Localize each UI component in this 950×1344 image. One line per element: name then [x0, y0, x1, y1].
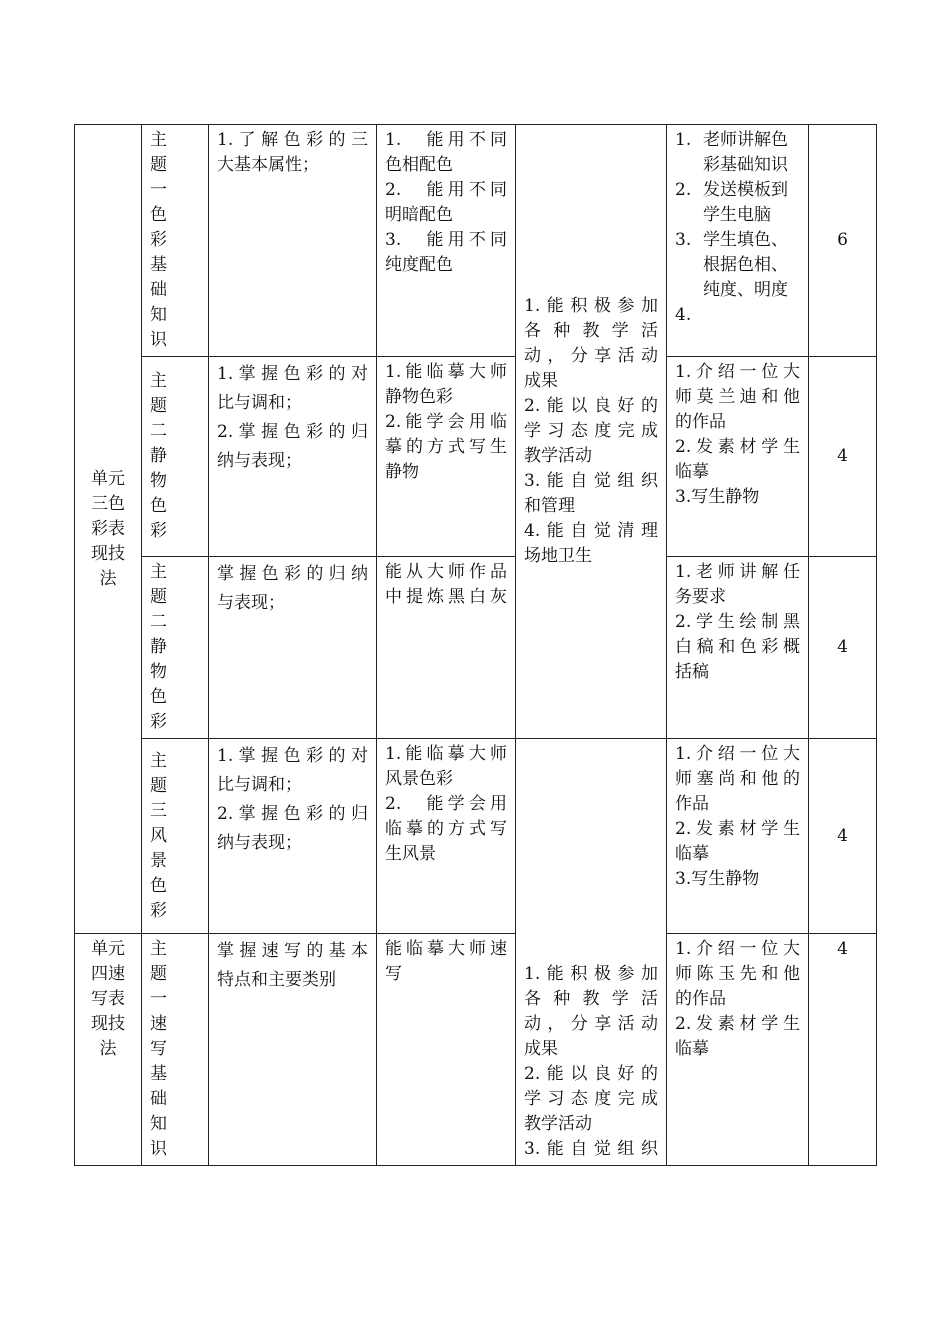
- theme-line: 一 速: [150, 989, 184, 1034]
- knowledge-line: 1.掌握色彩的对: [217, 746, 368, 766]
- theme-line: 景 色: [150, 850, 184, 896]
- skills-line: 写: [385, 964, 402, 984]
- theme-line: 彩 基: [150, 230, 184, 275]
- activities-cell: [667, 739, 809, 934]
- knowledge-line: 1.了解色彩的三: [217, 130, 368, 150]
- theme-line: 三 风: [150, 800, 184, 846]
- literacy-line: 2.能以良好的: [524, 396, 658, 416]
- skills-cell: [377, 357, 516, 557]
- item-number: 4.: [675, 305, 692, 325]
- theme-line: 主 题: [150, 750, 184, 796]
- theme-cell: [142, 934, 209, 1166]
- knowledge-line: 比与调和；: [217, 775, 302, 795]
- theme-line: 识: [150, 1139, 167, 1159]
- theme-line: 础 知: [150, 280, 184, 325]
- knowledge-line: 1.掌握色彩的对: [217, 364, 368, 384]
- knowledge-line: 特点和主要类别: [217, 970, 336, 990]
- literacy-line: 各种教学活: [524, 989, 658, 1009]
- skills-cell: [377, 557, 516, 739]
- literacy-line: 1.能积极参加: [524, 296, 658, 316]
- literacy-line: 成果: [524, 1039, 558, 1059]
- list-item: [675, 178, 800, 228]
- theme-line: 主 题: [150, 562, 184, 607]
- theme-line: 写 基: [150, 1039, 184, 1084]
- theme-line: 彩: [150, 521, 167, 541]
- knowledge-line: 与表现；: [217, 593, 285, 613]
- item-text: 老师讲解色彩基础知识: [703, 130, 788, 175]
- literacy-cell: [516, 739, 667, 1166]
- table-row: [75, 934, 877, 1166]
- activities-cell: [667, 357, 809, 557]
- skills-line: 中提炼黑白灰: [385, 587, 507, 607]
- table-row: [75, 125, 877, 357]
- skills-line: 生风景: [385, 844, 436, 864]
- knowledge-cell: [209, 357, 377, 557]
- activity-line: 师塞尚和他的: [675, 769, 800, 789]
- activity-line: 1.老师讲解任: [675, 562, 800, 582]
- skills-line: 明暗配色: [385, 205, 453, 225]
- skills-line: 临摹的方式写: [385, 819, 507, 839]
- item-number: 3.: [675, 230, 692, 250]
- activity-line: 的作品: [675, 989, 726, 1009]
- skills-line: 2. 能学会用: [385, 794, 507, 814]
- skills-line: 2. 能用不同: [385, 180, 507, 200]
- literacy-line: 动，分享活动: [524, 346, 658, 366]
- table-row: [75, 557, 877, 739]
- knowledge-cell: [209, 934, 377, 1166]
- skills-line: 纯度配色: [385, 255, 453, 275]
- activity-line: 作品: [675, 794, 709, 814]
- activity-line: 临摹: [675, 1039, 709, 1059]
- hours-cell: 4: [809, 934, 877, 1166]
- theme-line: 主 题: [150, 939, 184, 984]
- list-item: [675, 303, 800, 328]
- knowledge-cell: [209, 739, 377, 934]
- literacy-line: 和管理: [524, 496, 575, 516]
- list-item: [675, 128, 800, 178]
- literacy-line: 学习态度完成: [524, 421, 658, 441]
- theme-line: 识: [150, 330, 167, 350]
- theme-line: 二 静: [150, 421, 184, 466]
- knowledge-line: 2.掌握色彩的归: [217, 422, 368, 442]
- unit-name-line: 写表: [91, 989, 125, 1009]
- activities-cell: [667, 125, 809, 357]
- theme-line: 主 题: [150, 371, 184, 416]
- theme-line: 础 知: [150, 1089, 184, 1134]
- knowledge-line: 纳与表现；: [217, 833, 302, 853]
- item-text: 发送模板到学生电脑: [703, 180, 788, 225]
- theme-cell: [142, 557, 209, 739]
- knowledge-line: 掌握色彩的归纳: [217, 564, 368, 584]
- literacy-line: 2.能以良好的: [524, 1064, 658, 1084]
- theme-line: 主 题: [150, 130, 184, 175]
- theme-line: 一 色: [150, 180, 184, 225]
- skills-line: 1.能临摹大师: [385, 362, 507, 382]
- activity-line: 1.介绍一位大: [675, 744, 800, 764]
- activities-cell: [667, 557, 809, 739]
- hours-cell: 4: [809, 739, 877, 934]
- unit-name-line: 现技: [91, 543, 125, 564]
- knowledge-line: 比与调和；: [217, 393, 302, 413]
- unit-name-line: 单元: [91, 468, 125, 489]
- literacy-line: 场地卫生: [524, 546, 592, 566]
- table-row: [75, 357, 877, 557]
- activities-cell: [667, 934, 809, 1166]
- activity-line: 2.发素材学生: [675, 819, 800, 839]
- skills-line: 色相配色: [385, 155, 453, 175]
- skills-cell: [377, 739, 516, 934]
- skills-cell: [377, 125, 516, 357]
- unit-name-line: 法: [99, 1039, 117, 1059]
- literacy-line: 成果: [524, 371, 558, 391]
- knowledge-line: 掌握速写的基本: [217, 941, 368, 961]
- skills-line: 3. 能用不同: [385, 230, 507, 250]
- activity-line: 2.学生绘制黑: [675, 612, 800, 632]
- literacy-line: 各种教学活: [524, 321, 658, 341]
- skills-line: 1. 能用不同: [385, 130, 507, 150]
- unit-cell: [75, 934, 142, 1166]
- activity-line: 师陈玉先和他: [675, 964, 800, 984]
- skills-line: 能临摹大师速: [385, 939, 507, 959]
- hours-cell: 4: [809, 557, 877, 739]
- activity-line: 1.介绍一位大: [675, 362, 800, 382]
- knowledge-line: 纳与表现；: [217, 451, 302, 471]
- table-row: [75, 739, 877, 934]
- literacy-line: 教学活动: [524, 1114, 592, 1134]
- skills-line: 摹的方式写生: [385, 437, 507, 457]
- literacy-line: 3.能自觉组织: [524, 1139, 658, 1159]
- lesson-plan-table: [74, 124, 877, 1166]
- activity-line: 1.介绍一位大: [675, 939, 800, 959]
- literacy-line: 3.能自觉组织: [524, 471, 658, 491]
- unit-name-line: 现技: [91, 1014, 125, 1034]
- theme-line: 彩: [150, 900, 167, 921]
- skills-line: 静物色彩: [385, 387, 453, 407]
- item-number: 1.: [675, 130, 692, 150]
- theme-line: 物 色: [150, 662, 184, 707]
- activity-line: 2.发素材学生: [675, 1014, 800, 1034]
- activity-line: 师莫兰迪和他: [675, 387, 800, 407]
- skills-line: 风景色彩: [385, 769, 453, 789]
- activity-line: 3.写生静物: [675, 869, 760, 889]
- literacy-line: 学习态度完成: [524, 1089, 658, 1109]
- knowledge-cell: [209, 125, 377, 357]
- skills-cell: [377, 934, 516, 1166]
- activity-line: 务要求: [675, 587, 726, 607]
- activity-line: 的作品: [675, 412, 726, 432]
- item-text: [703, 303, 800, 328]
- literacy-line: 教学活动: [524, 446, 592, 466]
- unit-name-line: 四速: [91, 964, 125, 984]
- activity-line: 白稿和色彩概: [675, 637, 800, 657]
- literacy-cell: [516, 125, 667, 739]
- item-number: 2.: [675, 180, 692, 200]
- unit-cell: [75, 125, 142, 934]
- skills-line: 2.能学会用临: [385, 412, 507, 432]
- theme-cell: [142, 125, 209, 357]
- skills-line: 1.能临摹大师: [385, 744, 507, 764]
- theme-cell: [142, 357, 209, 557]
- item-text: 学生填色、根据色相、纯度、明度: [703, 230, 788, 300]
- literacy-line: 动，分享活动: [524, 1014, 658, 1034]
- knowledge-line: 2.掌握色彩的归: [217, 804, 368, 824]
- unit-name-line: 单元: [91, 939, 125, 959]
- activity-line: 2.发素材学生: [675, 437, 800, 457]
- hours-cell: 6: [809, 125, 877, 357]
- hours-cell: 4: [809, 357, 877, 557]
- list-item: [675, 228, 800, 303]
- theme-line: 彩: [150, 712, 167, 732]
- literacy-line: 4.能自觉清理: [524, 521, 658, 541]
- literacy-line: 1.能积极参加: [524, 964, 658, 984]
- theme-cell: [142, 739, 209, 934]
- unit-name-line: 彩表: [91, 518, 125, 539]
- activity-line: 临摹: [675, 462, 709, 482]
- unit-name-line: 三色: [91, 493, 125, 514]
- knowledge-cell: [209, 557, 377, 739]
- activity-line: 3.写生静物: [675, 487, 760, 507]
- skills-line: 能从大师作品: [385, 562, 507, 582]
- unit-name-line: 法: [99, 568, 117, 589]
- knowledge-line: 大基本属性；: [217, 155, 319, 175]
- activity-line: 临摹: [675, 844, 709, 864]
- skills-line: 静物: [385, 462, 419, 482]
- theme-line: 物 色: [150, 471, 184, 516]
- activity-line: 括稿: [675, 662, 709, 682]
- theme-line: 二 静: [150, 612, 184, 657]
